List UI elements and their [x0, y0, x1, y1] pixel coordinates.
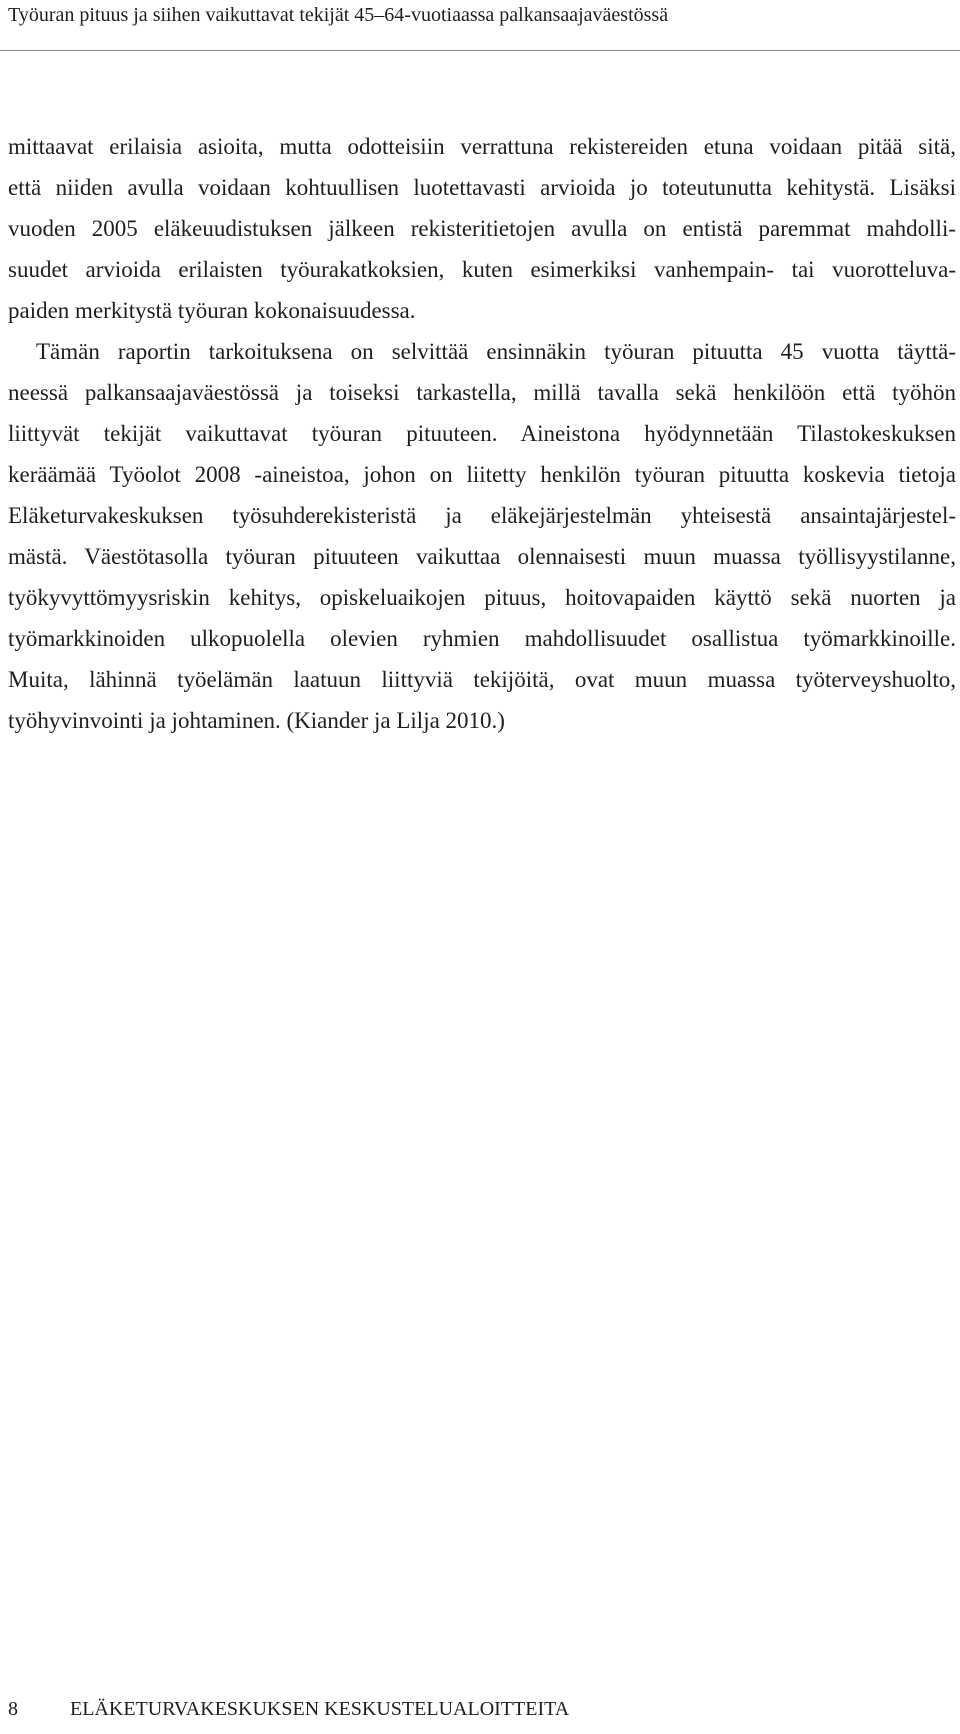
text-line: neessä palkansaajaväestössä ja toiseksi tarkastella, millä tavalla sekä henkilöön että työhön [8, 380, 956, 405]
paragraph-2 [8, 331, 956, 741]
text-line: Eläketurvakeskuksen työsuhderekisteristä ja eläkejärjestelmän yhteisestä ansaintajärjestel- [8, 503, 956, 528]
text-line: liittyvät tekijät vaikuttavat työuran pituuteen. Aineistona hyödynnetään Tilastokeskuksen [8, 421, 956, 446]
paragraph-1 [8, 126, 956, 331]
page-footer [8, 1696, 569, 1722]
text-line: mästä. Väestötasolla työuran pituuteen vaikuttaa olennaisesti muun muassa työllisyystilanne, [8, 544, 956, 569]
text-line: vuoden 2005 eläkeuudistuksen jälkeen rekisteritietojen avulla on entistä paremmat mahdolli- [8, 216, 956, 241]
text-line: työkyvyttömyysriskin kehitys, opiskeluaikojen pituus, hoitovapaiden käyttö sekä nuorten ja [8, 585, 956, 610]
page-number: 8 [8, 1698, 18, 1720]
text-line: mittaavat erilaisia asioita, mutta odotteisiin verrattuna rekistereiden etuna voidaan pitää sitä, [8, 134, 956, 159]
text-line: työmarkkinoiden ulkopuolella olevien ryhmien mahdollisuudet osallistua työmarkkinoille. [8, 626, 956, 651]
text-line: työhyvinvointi ja johtaminen. (Kiander ja Lilja 2010.) [8, 708, 505, 733]
text-line: että niiden avulla voidaan kohtuullisen luotettavasti arvioida jo toteutunutta kehitystä. Lisäksi [8, 175, 956, 200]
footer-series-title: ELÄKETURVAKESKUKSEN KESKUSTELUALOITTEITA [70, 1698, 570, 1720]
text-line: keräämää Työolot 2008 -aineistoa, johon on liitetty henkilön työuran pituutta koskevia tietoja [8, 462, 956, 487]
running-header [0, 0, 960, 51]
running-header-title: Työuran pituus ja siihen vaikuttavat tekijät 45–64-vuotiaassa palkansaajaväestössä [8, 4, 669, 26]
body-text [8, 126, 956, 741]
text-line: Muita, lähinnä työelämän laatuun liittyviä tekijöitä, ovat muun muassa työterveyshuolto, [8, 667, 956, 692]
text-line: paiden merkitystä työuran kokonaisuudessa. [8, 298, 416, 323]
text-line: suudet arvioida erilaisten työurakatkoksien, kuten esimerkiksi vanhempain- tai vuorotteluva- [8, 257, 956, 282]
text-line: Tämän raportin tarkoituksena on selvittää ensinnäkin työuran pituutta 45 vuotta täyttä- [36, 339, 956, 364]
